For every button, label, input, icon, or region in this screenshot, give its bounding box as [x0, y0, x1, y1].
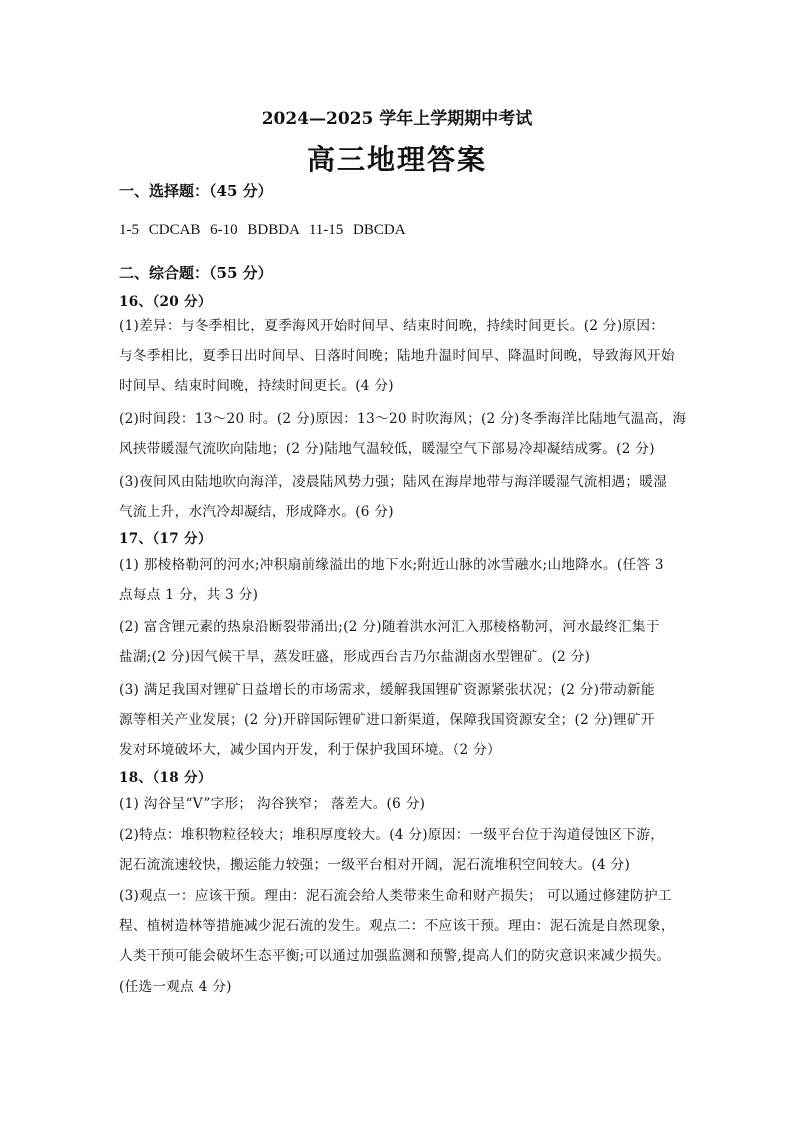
q18-line: (任选一观点 4 分) — [119, 979, 232, 995]
subject-title: 高三地理答案 — [306, 143, 487, 176]
q17-line: 盐湖;(2 分)因气候干旱，蒸发旺盛，形成西台吉乃尔盐湖卤水型锂矿。(2 分) — [119, 649, 591, 665]
q17-line: (3) 满足我国对锂矿日益增长的市场需求，缓解我国锂矿资源紧张状况；(2 分)带动新能 — [119, 682, 655, 698]
section1-heading: 一、选择题：（45 分） — [119, 182, 273, 200]
q18-line: 程、植树造林等措施减少泥石流的发生。观点二：不应该干预。理由：泥石流是自然现象， — [119, 918, 675, 934]
q17-line: 发对环境破坏大，减少国内开发，利于保护我国环境。（2 分） — [119, 742, 501, 758]
q18-title: 18、（18 分） — [119, 770, 212, 786]
q18-line: 泥石流流速较快，搬运能力较强；一级平台相对开阔，泥石流堆积空间较大。(4 分) — [119, 857, 631, 873]
q18-line: (1) 沟谷呈“V”字形； 沟谷狭窄； 落差大。(6 分) — [119, 796, 426, 812]
q16-line: 风挟带暖湿气流吹向陆地；(2 分)陆地气温较低，暖湿空气下部易冷却凝结成雾。(2 分) — [119, 441, 655, 457]
q16-line: (1)差异：与冬季相比，夏季海风开始时间早、结束时间晚，持续时间更长。(2 分)原因： — [119, 318, 665, 334]
q16-line: 时间早、结束时间晚，持续时间更长。(4 分) — [119, 378, 394, 394]
q16-line: 与冬季相比，夏季日出时间早、日落时间晚；陆地升温时间早、降温时间晚，导致海风开始 — [119, 348, 675, 364]
q18-line: (2)特点：堆积物粒径较大；堆积厚度较大。(4 分)原因：一级平台位于沟道侵蚀区下游， — [119, 827, 665, 843]
multiple-choice-answers: 1-5 CDCAB 6-10 BDBDA 11-15 DBCDA — [119, 222, 406, 238]
q17-line: (1) 那棱格勒河的河水;冲积扇前缘溢出的地下水;附近山脉的冰雪融水;山地降水。(任答 3 — [119, 557, 664, 573]
q17-line: 源等相关产业发展；(2 分)开辟国际锂矿进口新渠道，保障我国资源安全；(2 分)锂矿开 — [119, 712, 655, 728]
section2-heading: 二、综合题：（55 分） — [119, 264, 273, 282]
exam-title: 2024—2025 学年上学期期中考试 — [261, 109, 533, 129]
q17-title: 17、（17 分） — [119, 531, 212, 547]
q17-line: 点每点 1 分，共 3 分) — [119, 587, 259, 603]
q18-line: 人类干预可能会破坏生态平衡;可以通过加强监测和预警,提高人们的防灾意识来减少损失。 — [119, 948, 671, 964]
q16-title: 16、（20 分） — [119, 294, 212, 310]
q16-line: (3)夜间风由陆地吹向海洋，凌晨陆风势力强；陆风在海岸地带与海洋暖湿气流相遇；暖湿 — [119, 474, 668, 490]
q16-line: (2)时间段：13～20 时。(2 分)原因：13～20 时吹海风；(2 分)冬季海洋比陆地气温高，海 — [119, 411, 687, 427]
q16-line: 气流上升，水汽冷却凝结，形成降水。(6 分) — [119, 504, 394, 520]
q18-line: (3)观点一：应该干预。理由：泥石流会给人类带来生命和财产损失； 可以通过修建防护工 — [119, 888, 672, 904]
q17-line: (2) 富含锂元素的热泉沿断裂带涌出;(2 分)随着洪水河汇入那棱格勒河，河水最终汇集于 — [119, 619, 660, 635]
